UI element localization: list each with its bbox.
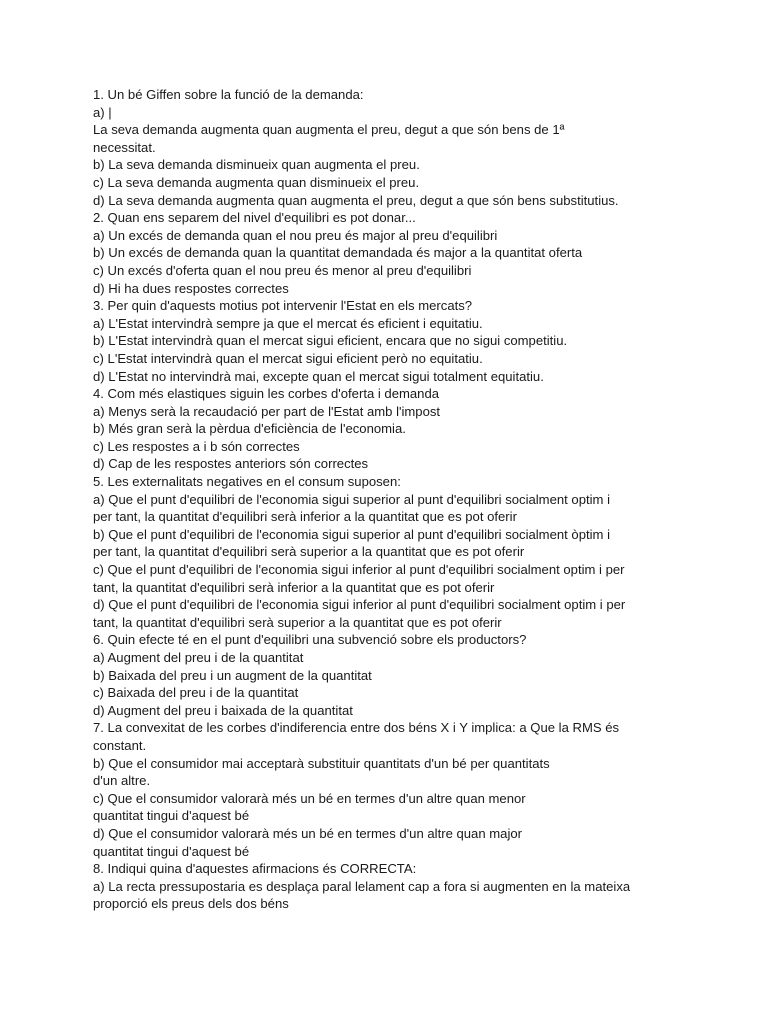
text-line: d) Que el consumidor valorarà més un bé en termes d'un altre quan major <box>93 825 522 841</box>
text-line: quantitat tingui d'aquest bé <box>93 843 250 859</box>
text-line: a) Menys serà la recaudació per part de l'Estat amb l'impost <box>93 403 441 419</box>
text-line: c) La seva demanda augmenta quan disminueix el preu. <box>93 174 420 190</box>
text-line: 6. Quin efecte té en el punt d'equilibri una subvenció sobre els productors? <box>93 632 527 648</box>
text-line: a) Un excés de demanda quan el nou preu és major al preu d'equilibri <box>93 227 498 243</box>
text-line: tant, la quantitat d'equilibri serà inferior a la quantitat que es pot oferir <box>93 579 495 595</box>
text-line: d) Que el punt d'equilibri de l'economia sigui inferior al punt d'equilibri socialment optim i per <box>93 597 626 613</box>
text-line: d) Cap de les respostes anteriors són correctes <box>93 456 369 472</box>
text-line: 8. Indiqui quina d'aquestes afirmacions és CORRECTA: <box>93 861 417 877</box>
text-line: a) L'Estat intervindrà sempre ja que el mercat és eficient i equitatiu. <box>93 315 483 331</box>
text-line: 7. La convexitat de les corbes d'indiferencia entre dos béns X i Y implica: a Que la RMS és <box>93 720 620 736</box>
text-line: a) La recta pressupostaria es desplaça paral lelament cap a fora si augmenten en la mateixa <box>93 878 631 894</box>
text-line: b) Un excés de demanda quan la quantitat demandada és major a la quantitat oferta <box>93 245 583 261</box>
text-line: quantitat tingui d'aquest bé <box>93 808 250 824</box>
text-line: 2. Quan ens separem del nivel d'equilibri es pot donar... <box>93 210 416 226</box>
text-line: 1. Un bé Giffen sobre la funció de la demanda: <box>93 87 364 102</box>
text-line: per tant, la quantitat d'equilibri serà inferior a la quantitat que es pot oferir <box>93 509 517 525</box>
text-line: d) La seva demanda augmenta quan augmenta el preu, degut a que són bens substitutius. <box>93 192 619 208</box>
text-line: 3. Per quin d'aquests motius pot intervenir l'Estat en els mercats? <box>93 298 473 314</box>
text-line: b) Baixada del preu i un augment de la quantitat <box>93 667 372 683</box>
text-line: d) L'Estat no intervindrà mai, excepte quan el mercat sigui totalment equitatiu. <box>93 368 544 384</box>
text-line: c) Un excés d'oferta quan el nou preu és menor al preu d'equilibri <box>93 262 472 278</box>
text-line: b) Que el punt d'equilibri de l'economia sigui superior al punt d'equilibri socialment òptim i <box>93 526 610 542</box>
text-line: d) Hi ha dues respostes correctes <box>93 280 289 296</box>
text-line: b) Que el consumidor mai acceptarà substituir quantitats d'un bé per quantitats <box>93 755 550 771</box>
text-line: b) La seva demanda disminueix quan augmenta el preu. <box>93 157 420 173</box>
text-line: a) Augment del preu i de la quantitat <box>93 650 304 665</box>
text-line: c) L'Estat intervindrà quan el mercat sigui eficient però no equitatiu. <box>93 350 483 366</box>
text-line: 5. Les externalitats negatives en el consum suposen: <box>93 474 401 490</box>
text-line: a) | <box>93 104 112 120</box>
text-line: 4. Com més elastiques siguin les corbes d'oferta i demanda <box>93 386 440 402</box>
text-line: c) Les respostes a i b són correctes <box>93 438 300 454</box>
text-line: b) Més gran serà la pèrdua d'eficiència de l'economia. <box>93 421 406 437</box>
text-line: necessitat. <box>93 139 156 155</box>
text-line: b) L'Estat intervindrà quan el mercat sigui eficient, encara que no sigui competitiu. <box>93 333 568 349</box>
text-line: La seva demanda augmenta quan augmenta el preu, degut a que són bens de 1ª <box>93 122 565 138</box>
text-line: c) Que el punt d'equilibri de l'economia sigui inferior al punt d'equilibri socialment optim i per <box>93 562 625 578</box>
document-body <box>93 86 683 913</box>
text-line: c) Baixada del preu i de la quantitat <box>93 685 299 701</box>
text-line: proporció els preus dels dos béns <box>93 896 289 912</box>
text-line: tant, la quantitat d'equilibri serà superior a la quantitat que es pot oferir <box>93 614 502 630</box>
text-line: d) Augment del preu i baixada de la quantitat <box>93 702 353 718</box>
text-line: per tant, la quantitat d'equilibri serà superior a la quantitat que es pot oferir <box>93 544 525 560</box>
text-line: constant. <box>93 737 147 753</box>
text-line: a) Que el punt d'equilibri de l'economia sigui superior al punt d'equilibri socialment optim i <box>93 491 610 507</box>
text-line: c) Que el consumidor valorarà més un bé en termes d'un altre quan menor <box>93 790 526 806</box>
text-line: d'un altre. <box>93 773 151 789</box>
